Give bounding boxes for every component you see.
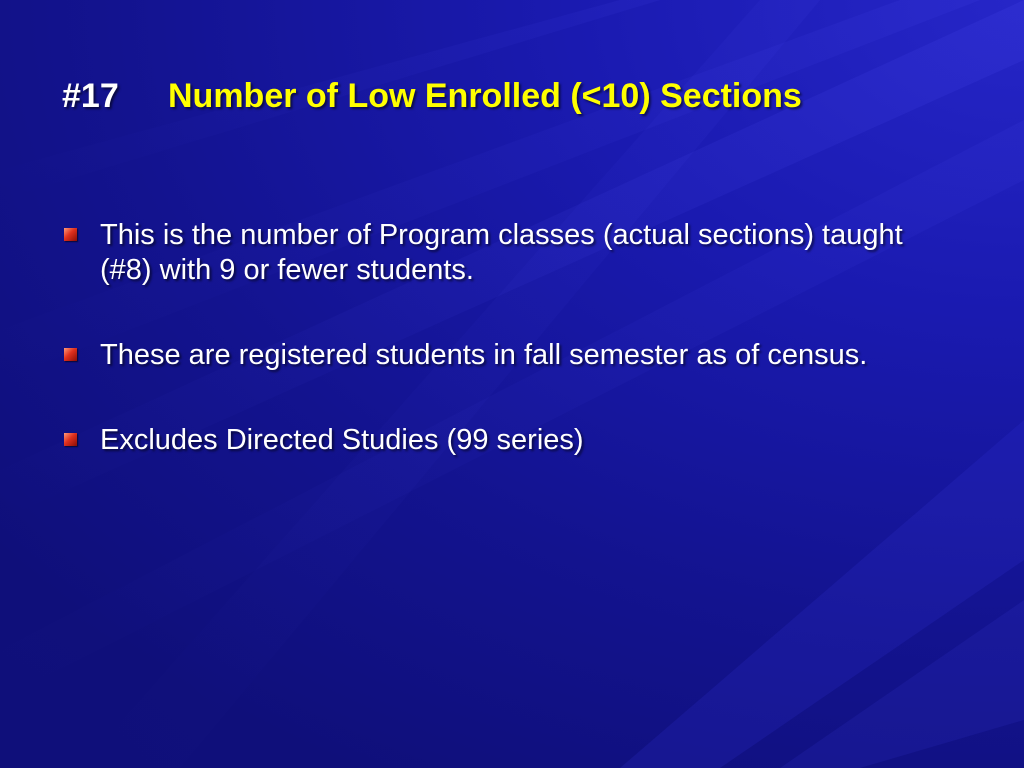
slide-title xyxy=(62,72,802,120)
bullet-list xyxy=(62,218,962,458)
red-square-bullet-icon xyxy=(64,433,77,446)
bullet-item xyxy=(62,338,962,373)
bullet-text: This is the number of Program classes (actual sections) taught (#8) with 9 or fewer students. xyxy=(100,219,903,286)
red-square-bullet-icon xyxy=(64,348,77,361)
red-square-bullet-icon xyxy=(64,228,77,241)
bullet-text: These are registered students in fall semester as of census. xyxy=(100,339,868,371)
bullet-item xyxy=(62,218,962,288)
bullet-text: Excludes Directed Studies (99 series) xyxy=(100,424,584,456)
bullet-item xyxy=(62,423,962,458)
slide-title-text: Number of Low Enrolled (<10) Sections xyxy=(168,77,802,115)
slide-number: #17 xyxy=(62,77,119,115)
